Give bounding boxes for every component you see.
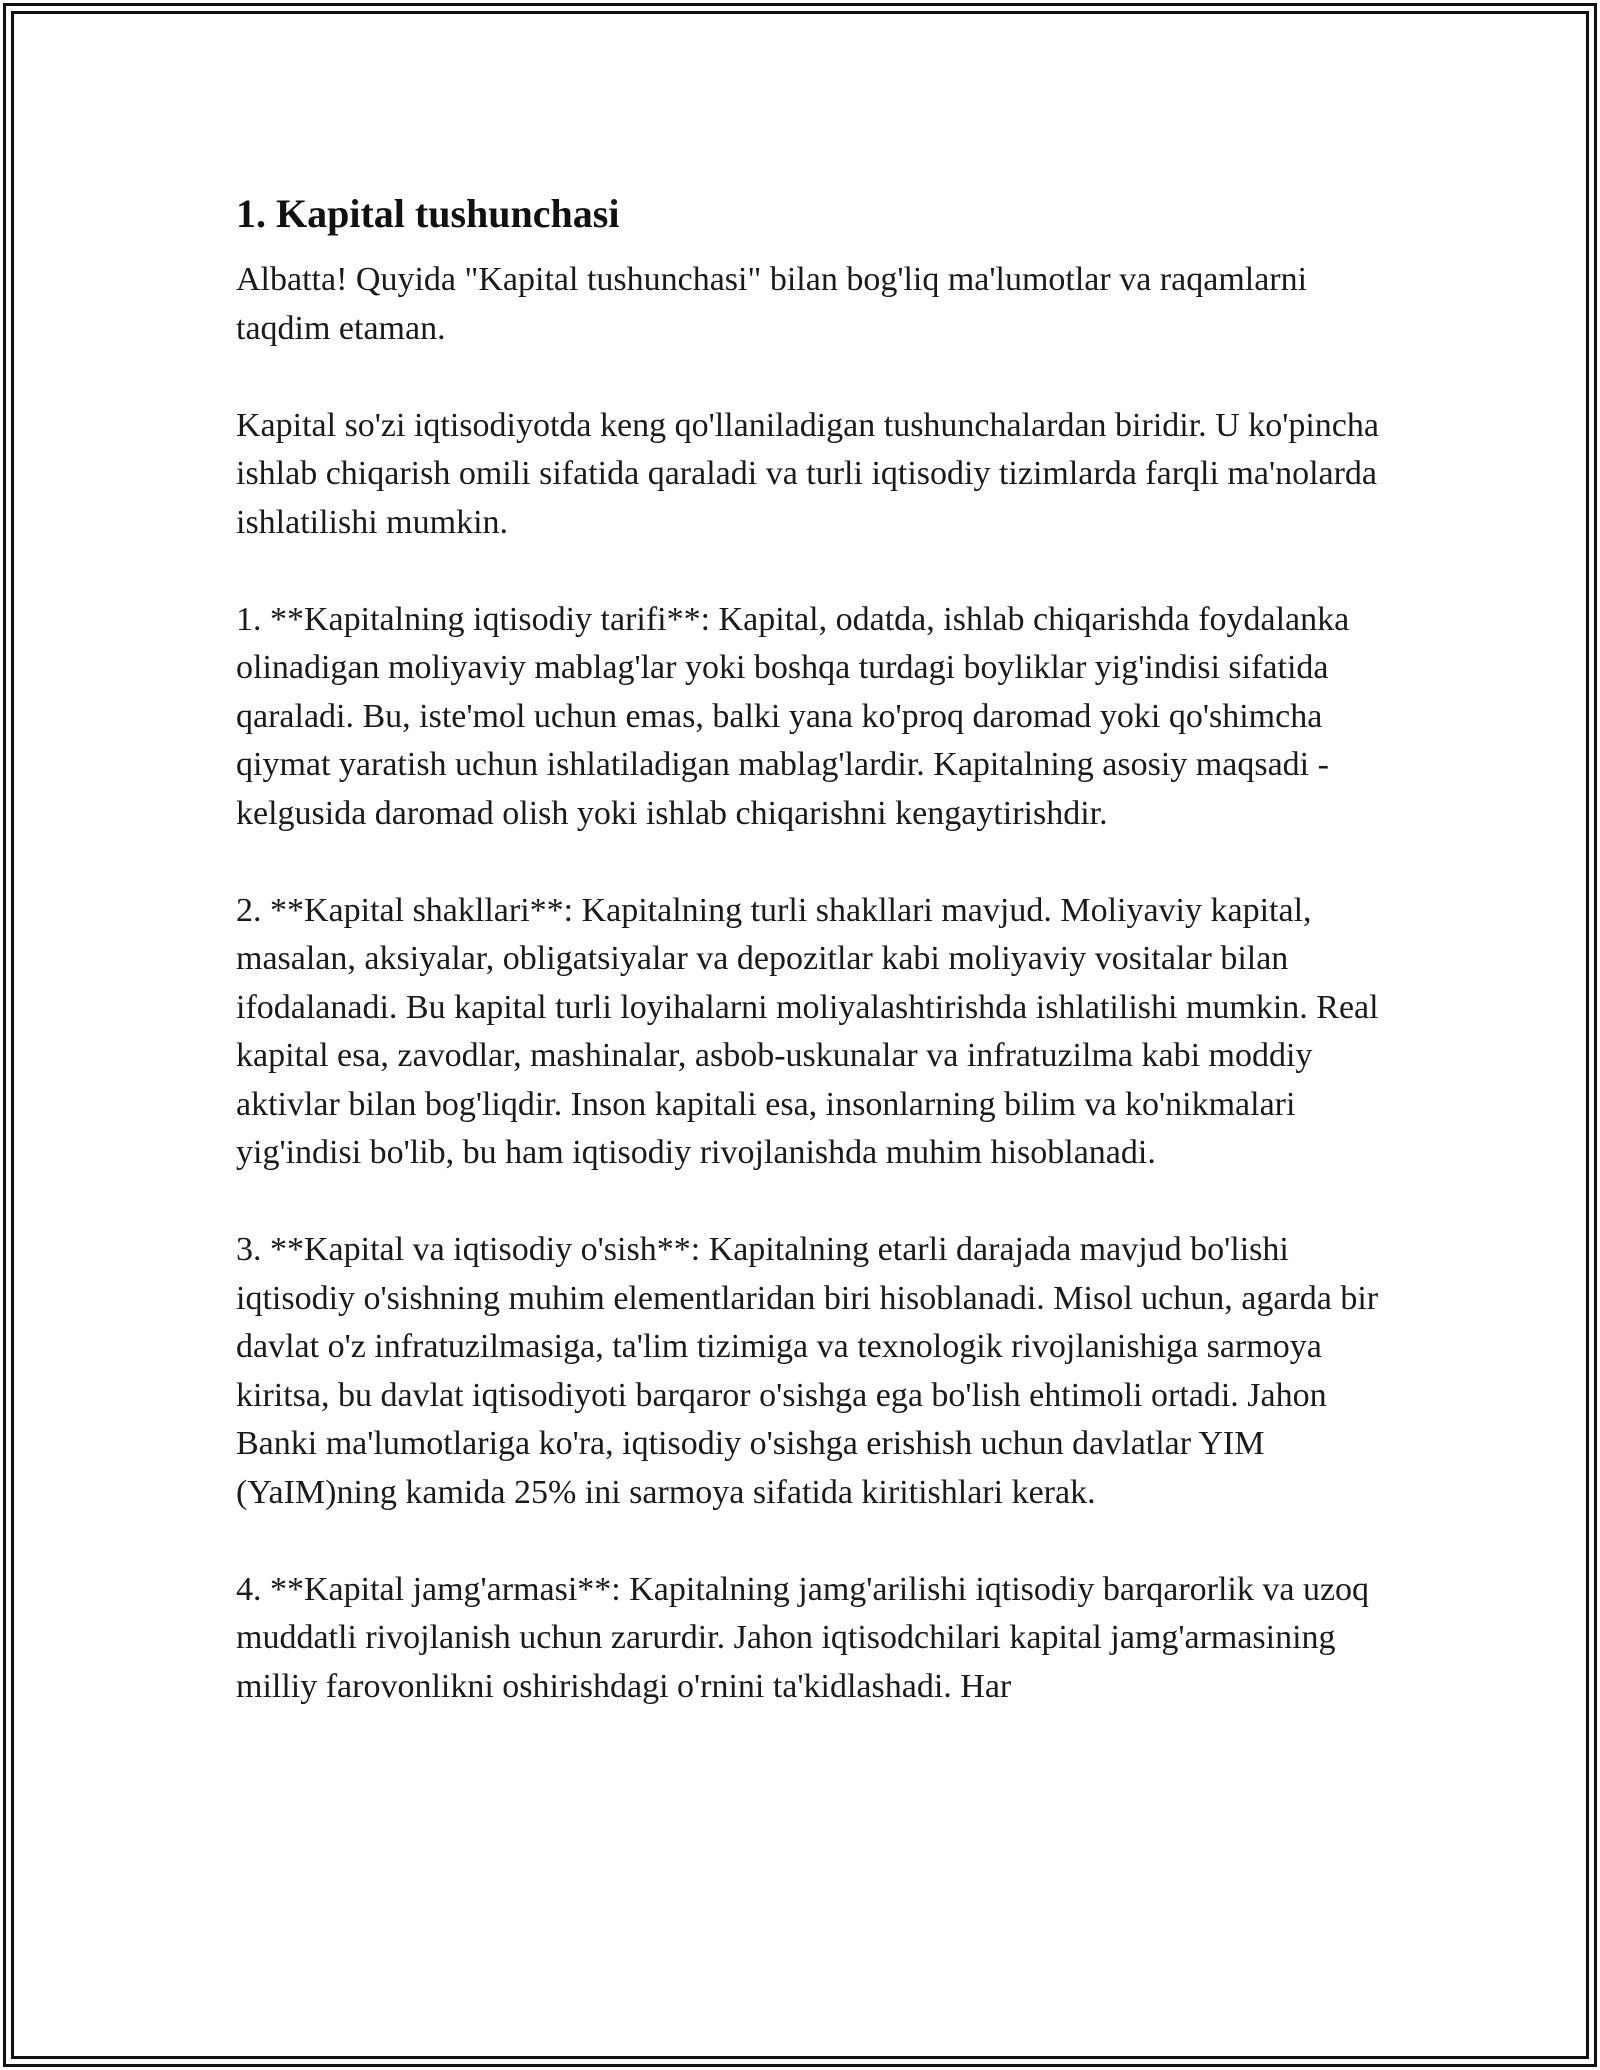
paragraph-capital-forms: 2. **Kapital shakllari**: Kapitalning turli shakllari mavjud. Moliyaviy kapital, masalan, aksiyalar, obligatsiyalar va depozitlar kabi moliyaviy vositalar bilan ifodalanadi. Bu kapital turli loyihalarni moliyalashtirishda ishlatilishi mumkin. Real kapital esa, zavodlar, mashinalar, asbob-uskunalar va infratuzilma kabi moddiy aktivlar bilan bog'liqdir. Inson kapitali esa, insonlarning bilim va ko'nikmalari yig'indisi bo'lib, bu ham iqtisodiy rivojlanishda muhim hisoblanadi. (236, 891, 1379, 1171)
paragraph-capital-accumulation: 4. **Kapital jamg'armasi**: Kapitalning jamg'arilishi iqtisodiy barqarorlik va uzoq muddatli rivojlanish uchun zarurdir. Jahon iqtisodchilari kapital jamg'armasining milliy farovonlikni oshirishdagi o'rnini ta'kidlashadi. Har (236, 1570, 1370, 1705)
page-title: 1. Kapital tushunchasi (236, 191, 620, 236)
paragraph-intro: Albatta! Quyida "Kapital tushunchasi" bilan bog'liq ma'lumotlar va raqamlarni taqdim etaman. (236, 261, 1308, 347)
paragraph-economic-definition: 1. **Kapitalning iqtisodiy tarifi**: Kapital, odatda, ishlab chiqarishda foydalanka olinadigan moliyaviy mablag'lar yoki boshqa turdagi boyliklar yig'indisi sifatida qaraladi. Bu, iste'mol uchun emas, balki yana ko'proq daromad yoki qo'shimcha qiymat yaratish uchun ishlatiladigan mablag'lardir. Kapitalning asosiy maqsadi - kelgusida daromad olish yoki ishlab chiqarishni kengaytirishdir. (236, 600, 1350, 832)
document-body (236, 188, 1386, 1711)
paragraph-definition: Kapital so'zi iqtisodiyotda keng qo'llaniladigan tushunchalardan biridir. U ko'pincha ishlab chiqarish omili sifatida qaraladi va turli iqtisodiy tizimlarda farqli ma'nolarda ishlatilishi mumkin. (236, 406, 1379, 541)
paragraph-capital-growth: 3. **Kapital va iqtisodiy o'sish**: Kapitalning etarli darajada mavjud bo'lishi iqtisodiy o'sishning muhim elementlaridan biri hisoblanadi. Misol uchun, agarda bir davlat o'z infratuzilmasiga, ta'lim tizimiga va texnologik rivojlanishiga sarmoya kiritsa, bu davlat iqtisodiyoti barqaror o'sishga ega bo'lish ehtimoli ortadi. Jahon Banki ma'lumotlariga ko'ra, iqtisodiy o'sishga erishish uchun davlatlar YIM (YaIM)ning kamida 25% ini sarmoya sifatida kiritishlari kerak. (236, 1231, 1379, 1511)
